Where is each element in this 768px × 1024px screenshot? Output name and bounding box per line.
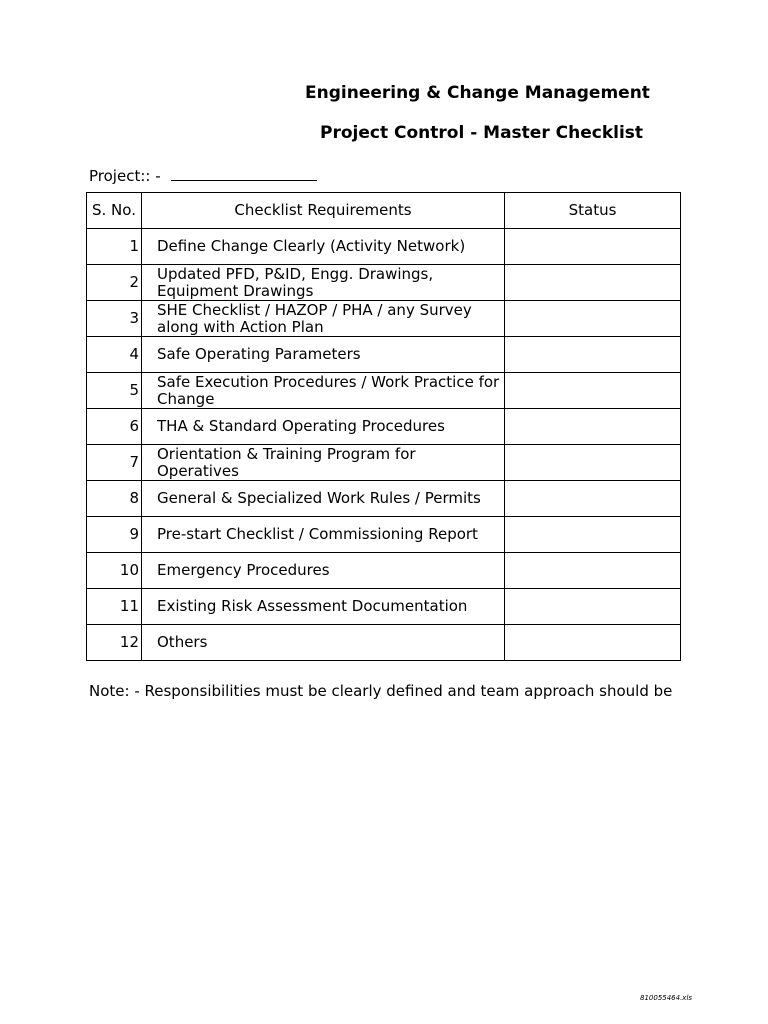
row-serial-number: 7 bbox=[87, 445, 142, 481]
table-row bbox=[87, 625, 681, 661]
checklist-table bbox=[86, 192, 681, 661]
row-serial-number: 10 bbox=[87, 553, 142, 589]
document-title: Engineering & Change Management bbox=[305, 83, 650, 103]
table-row bbox=[87, 373, 681, 409]
row-status bbox=[505, 481, 681, 517]
row-requirement: Existing Risk Assessment Documentation bbox=[142, 589, 505, 625]
row-requirement: Define Change Clearly (Activity Network) bbox=[142, 229, 505, 265]
row-requirement: Pre-start Checklist / Commissioning Report bbox=[142, 517, 505, 553]
row-status bbox=[505, 517, 681, 553]
row-serial-number: 1 bbox=[87, 229, 142, 265]
row-requirement: THA & Standard Operating Procedures bbox=[142, 409, 505, 445]
row-serial-number: 5 bbox=[87, 373, 142, 409]
row-status bbox=[505, 337, 681, 373]
row-status bbox=[505, 301, 681, 337]
table-row bbox=[87, 481, 681, 517]
table-header-row bbox=[87, 193, 681, 229]
row-serial-number: 2 bbox=[87, 265, 142, 301]
row-serial-number: 6 bbox=[87, 409, 142, 445]
project-label: Project:: - bbox=[89, 167, 161, 185]
row-serial-number: 3 bbox=[87, 301, 142, 337]
row-status bbox=[505, 229, 681, 265]
table-row bbox=[87, 517, 681, 553]
table-row bbox=[87, 589, 681, 625]
table-row bbox=[87, 553, 681, 589]
table-row bbox=[87, 229, 681, 265]
table-row bbox=[87, 301, 681, 337]
project-blank-line bbox=[171, 166, 317, 181]
table-row bbox=[87, 265, 681, 301]
row-status bbox=[505, 373, 681, 409]
row-serial-number: 12 bbox=[87, 625, 142, 661]
row-status bbox=[505, 445, 681, 481]
project-field bbox=[89, 166, 317, 185]
file-reference: 810055464.xls bbox=[640, 994, 693, 1002]
row-requirement: Emergency Procedures bbox=[142, 553, 505, 589]
row-serial-number: 11 bbox=[87, 589, 142, 625]
table-row bbox=[87, 445, 681, 481]
row-requirement: Orientation & Training Program for Operatives bbox=[142, 445, 505, 481]
column-header-requirements: Checklist Requirements bbox=[142, 193, 505, 229]
checklist-body bbox=[87, 229, 681, 661]
row-status bbox=[505, 553, 681, 589]
row-requirement: Safe Operating Parameters bbox=[142, 337, 505, 373]
row-status bbox=[505, 589, 681, 625]
note-text: Note: - Responsibilities must be clearly defined and team approach should be bbox=[89, 682, 673, 700]
table-row bbox=[87, 409, 681, 445]
column-header-sno: S. No. bbox=[87, 193, 142, 229]
row-requirement: Updated PFD, P&ID, Engg. Drawings, Equipment Drawings bbox=[142, 265, 505, 301]
row-serial-number: 9 bbox=[87, 517, 142, 553]
column-header-status: Status bbox=[505, 193, 681, 229]
document-subtitle: Project Control - Master Checklist bbox=[320, 123, 644, 143]
row-status bbox=[505, 409, 681, 445]
row-status bbox=[505, 265, 681, 301]
row-serial-number: 4 bbox=[87, 337, 142, 373]
row-serial-number: 8 bbox=[87, 481, 142, 517]
row-requirement: General & Specialized Work Rules / Permits bbox=[142, 481, 505, 517]
row-requirement: SHE Checklist / HAZOP / PHA / any Survey along with Action Plan bbox=[142, 301, 505, 337]
row-requirement: Safe Execution Procedures / Work Practice for Change bbox=[142, 373, 505, 409]
row-requirement: Others bbox=[142, 625, 505, 661]
row-status bbox=[505, 625, 681, 661]
table-row bbox=[87, 337, 681, 373]
